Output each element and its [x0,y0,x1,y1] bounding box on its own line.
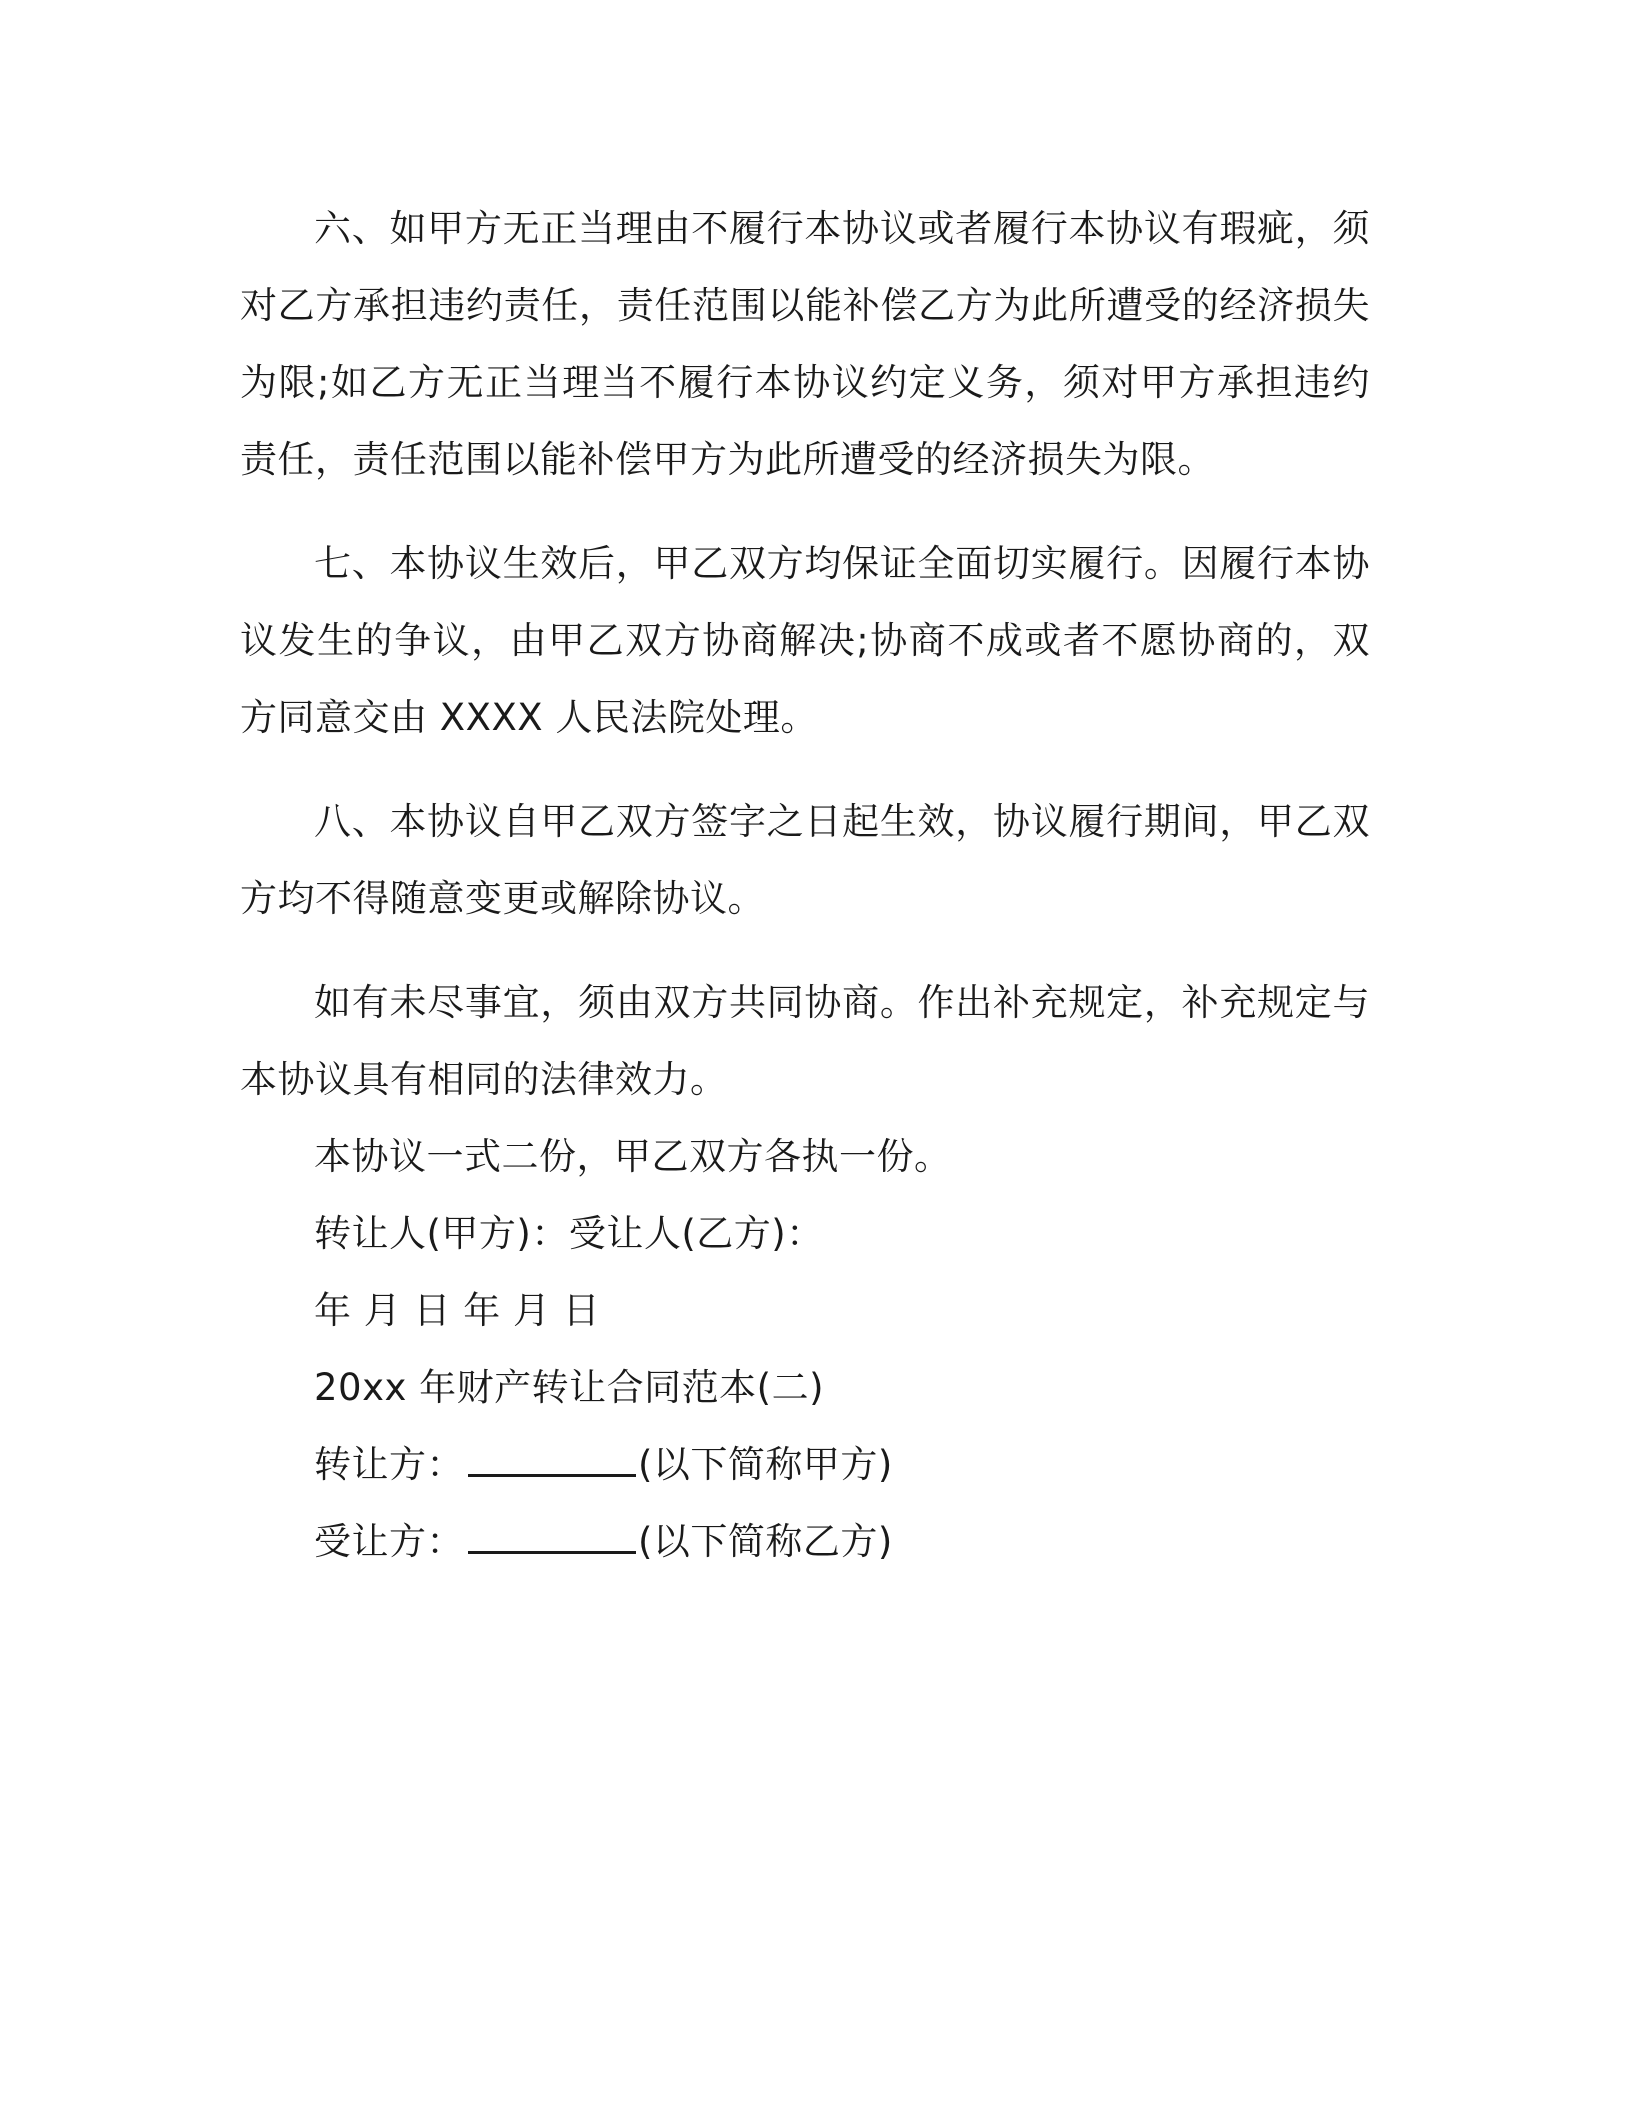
clause-seven: 七、本协议生效后，甲乙双方均保证全面切实履行。因履行本协议发生的争议，由甲乙双方协商解决;协商不成或者不愿协商的，双方同意交由 XXXX 人民法院处理。 [240,542,1370,739]
transferor-blank [468,1444,636,1477]
copies-clause: 本协议一式二份，甲乙双方各执一份。 [314,1135,952,1178]
clause-six: 六、如甲方无正当理由不履行本协议或者履行本协议有瑕疵，须对乙方承担违约责任，责任范围以能补偿乙方为此所遭受的经济损失为限;如乙方无正当理当不履行本协议约定义务，须对甲方承担违约责任，责任范围以能补偿甲方为此所遭受的经济损失为限。 [240,207,1370,481]
transferor-suffix: (以下简称甲方) [638,1443,893,1486]
supplement-clause: 如有未尽事宜，须由双方共同协商。作出补充规定，补充规定与本协议具有相同的法律效力。 [240,981,1370,1101]
transferee-suffix: (以下简称乙方) [638,1520,893,1563]
date-line: 年 月 日 年 月 日 [314,1289,601,1332]
contract-title-two: 20xx 年财产转让合同范本(二) [314,1366,825,1409]
clause-eight: 八、本协议自甲乙双方签字之日起生效，协议履行期间，甲乙双方均不得随意变更或解除协议。 [240,800,1370,920]
document-body [240,190,1370,1580]
transferee-label: 受让方： [314,1520,464,1563]
transferee-line [240,1503,1370,1580]
transferee-blank [468,1521,636,1554]
transferor-label: 转让方： [314,1443,464,1486]
signature-line: 转让人(甲方)：受让人(乙方)： [314,1212,824,1255]
transferor-line [240,1426,1370,1503]
